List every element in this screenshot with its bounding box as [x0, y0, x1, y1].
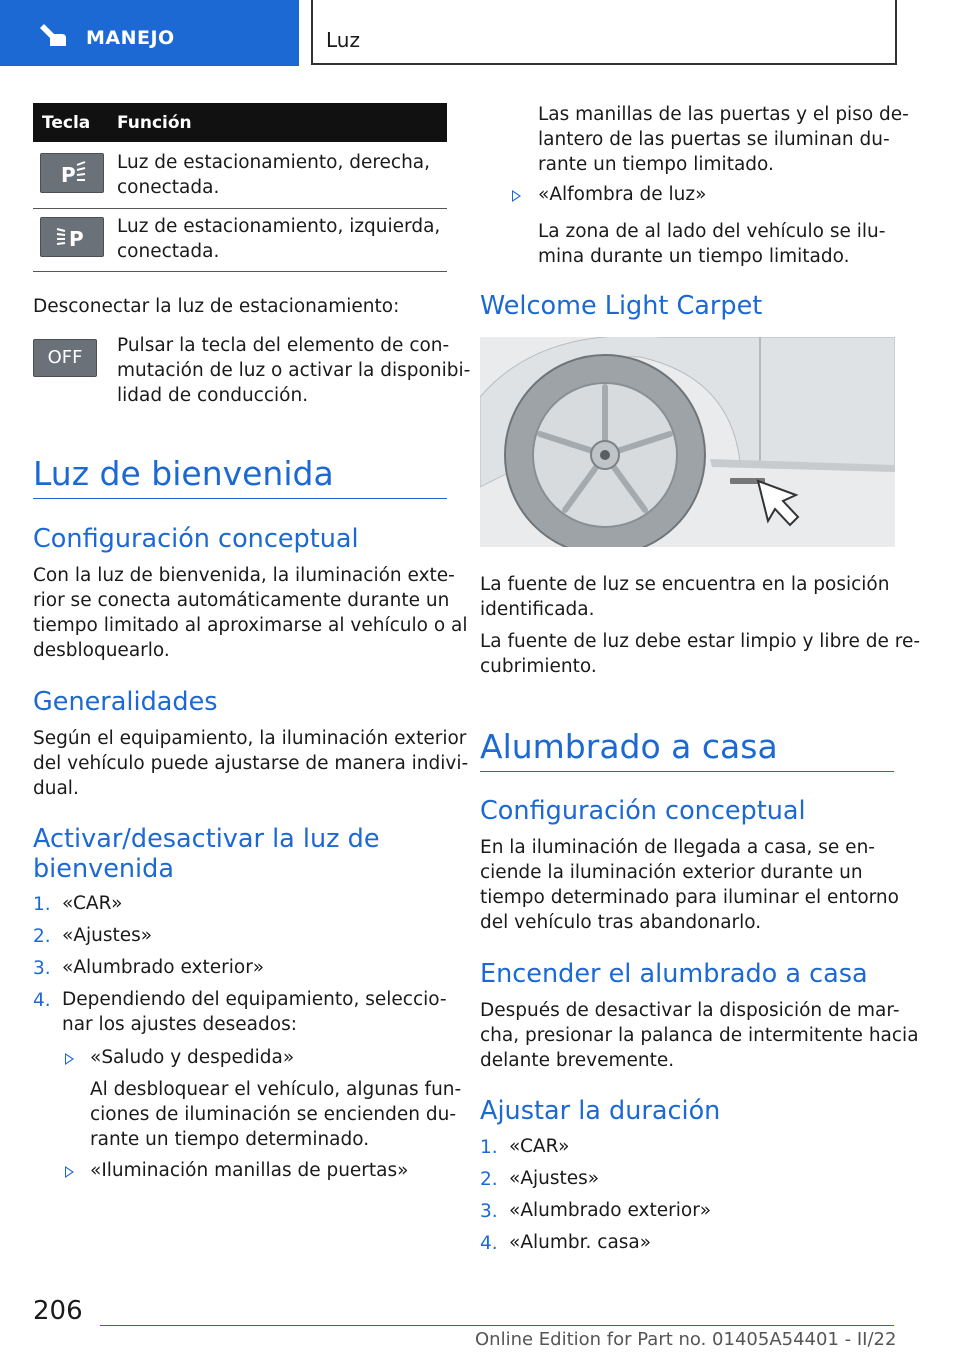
step-number: 1. — [480, 1137, 498, 1158]
svg-text:P: P — [69, 227, 84, 251]
heading-general: Generalidades — [33, 687, 218, 717]
bullet-title: «Saludo y despedida» — [90, 1047, 295, 1068]
table-row-1-text-2: conectada. — [117, 177, 220, 198]
step-number: 2. — [33, 926, 51, 947]
step-number: 3. — [33, 958, 51, 979]
general-text-line: Según el equipamiento, la iluminación exterior — [33, 728, 467, 749]
heading-home-light: Alumbrado a casa — [480, 727, 778, 766]
heading-concept: Configuración conceptual — [33, 524, 359, 554]
chapter-title: Luz — [326, 28, 360, 52]
heading-concept: Configuración conceptual — [480, 796, 806, 826]
concept-text-line: En la iluminación de llegada a casa, se en- — [480, 837, 875, 858]
section-title: MANEJO — [86, 27, 175, 49]
bullet-title: «Iluminación manillas de puertas» — [90, 1160, 409, 1181]
off-key-icon — [33, 339, 97, 377]
cont-text-line: rante un tiempo limitado. — [538, 154, 774, 175]
table-row-2-text-2: conectada. — [117, 241, 220, 262]
bullet-title: «Alfombra de luz» — [538, 184, 707, 205]
heading-toggle: bienvenida — [33, 854, 174, 884]
step-number: 4. — [480, 1233, 498, 1254]
off-text-line: mutación de luz o activar la disponibi- — [117, 360, 471, 381]
concept-text-line: Con la luz de bienvenida, la iluminación exte- — [33, 565, 455, 586]
carpet-text-line: cubrimiento. — [480, 656, 597, 677]
step-number: 1. — [33, 894, 51, 915]
bullet-triangle-icon — [65, 1166, 74, 1178]
step-text: Dependiendo del equipamiento, seleccio- — [62, 989, 447, 1010]
table-col-function: Función — [117, 113, 192, 133]
bullet-triangle-icon — [65, 1053, 74, 1065]
concept-text-line: del vehículo tras abandonarlo. — [480, 912, 762, 933]
footer-rule — [100, 1325, 894, 1326]
carpet-text-line: La fuente de luz debe estar limpio y libre de re- — [480, 631, 921, 652]
concept-text-line: rior se conecta automáticamente durante un — [33, 590, 450, 611]
bullet-text-line: ciones de iluminación se encienden du- — [90, 1104, 457, 1125]
general-text-line: del vehículo puede ajustarse de manera indivi- — [33, 753, 469, 774]
heading-welcome-light: Luz de bienvenida — [33, 454, 334, 493]
parking-light-right-icon — [40, 153, 104, 193]
bullet-text-line: La zona de al lado del vehículo se ilu- — [538, 221, 886, 242]
step-number: 4. — [33, 990, 51, 1011]
step-text: «Alumbr. casa» — [509, 1232, 652, 1253]
disconnect-intro: Desconectar la luz de estacionamiento: — [33, 296, 400, 317]
general-text-line: dual. — [33, 778, 79, 799]
table-row-2-text-1: Luz de estacionamiento, izquierda, — [117, 216, 441, 237]
concept-text-line: tiempo limitado al aproximarse al vehículo o al — [33, 615, 468, 636]
concept-text-line: desbloquearlo. — [33, 640, 170, 661]
heading-toggle: Activar/desactivar la luz de — [33, 824, 380, 854]
switch-text-line: Después de desactivar la disposición de mar- — [480, 1000, 900, 1021]
cont-text-line: Las manillas de las puertas y el piso de- — [538, 104, 909, 125]
car-wheel-illustration — [480, 337, 895, 547]
step-number: 2. — [480, 1169, 498, 1190]
steering-hand-icon — [36, 24, 70, 50]
edition-note: Online Edition for Part no. 01405A54401 - II/22 — [475, 1329, 897, 1350]
bullet-triangle-icon — [512, 190, 521, 202]
table-divider — [33, 208, 447, 209]
switch-text-line: cha, presionar la palanca de intermitente hacia — [480, 1025, 919, 1046]
chapter-box — [311, 0, 897, 65]
carpet-text-line: identificada. — [480, 599, 595, 620]
table-divider — [33, 271, 447, 272]
step-text: «Ajustes» — [62, 925, 153, 946]
concept-text-line: tiempo determinado para iluminar el entorno — [480, 887, 899, 908]
step-text: «Alumbrado exterior» — [62, 957, 265, 978]
heading-switch-on: Encender el alumbrado a casa — [480, 959, 868, 989]
carpet-text-line: La fuente de luz se encuentra en la posición — [480, 574, 890, 595]
bullet-text-line: mina durante un tiempo limitado. — [538, 246, 850, 267]
cont-text-line: lantero de las puertas se iluminan du- — [538, 129, 890, 150]
step-text: nar los ajustes deseados: — [62, 1014, 297, 1035]
parking-light-left-icon — [40, 217, 104, 257]
off-key-label: OFF — [47, 347, 83, 368]
concept-text-line: ciende la iluminación exterior durante un — [480, 862, 863, 883]
heading-rule — [480, 771, 894, 772]
heading-duration: Ajustar la duración — [480, 1096, 721, 1126]
page-header — [0, 0, 960, 66]
page-number: 206 — [33, 1296, 83, 1326]
bullet-text-line: Al desbloquear el vehículo, algunas fun- — [90, 1079, 462, 1100]
step-text: «CAR» — [509, 1136, 570, 1157]
svg-text:P: P — [61, 163, 76, 187]
table-col-key: Tecla — [42, 113, 91, 133]
switch-text-line: delante brevemente. — [480, 1050, 675, 1071]
step-text: «CAR» — [62, 893, 123, 914]
heading-carpet: Welcome Light Carpet — [480, 291, 763, 321]
table-row-1-text-1: Luz de estacionamiento, derecha, — [117, 152, 431, 173]
step-text: «Alumbrado exterior» — [509, 1200, 712, 1221]
heading-rule — [33, 498, 447, 499]
table-header — [33, 103, 447, 142]
off-text-line: lidad de conducción. — [117, 385, 309, 406]
step-number: 3. — [480, 1201, 498, 1222]
step-text: «Ajustes» — [509, 1168, 600, 1189]
bullet-text-line: rante un tiempo determinado. — [90, 1129, 370, 1150]
off-text-line: Pulsar la tecla del elemento de con- — [117, 335, 450, 356]
